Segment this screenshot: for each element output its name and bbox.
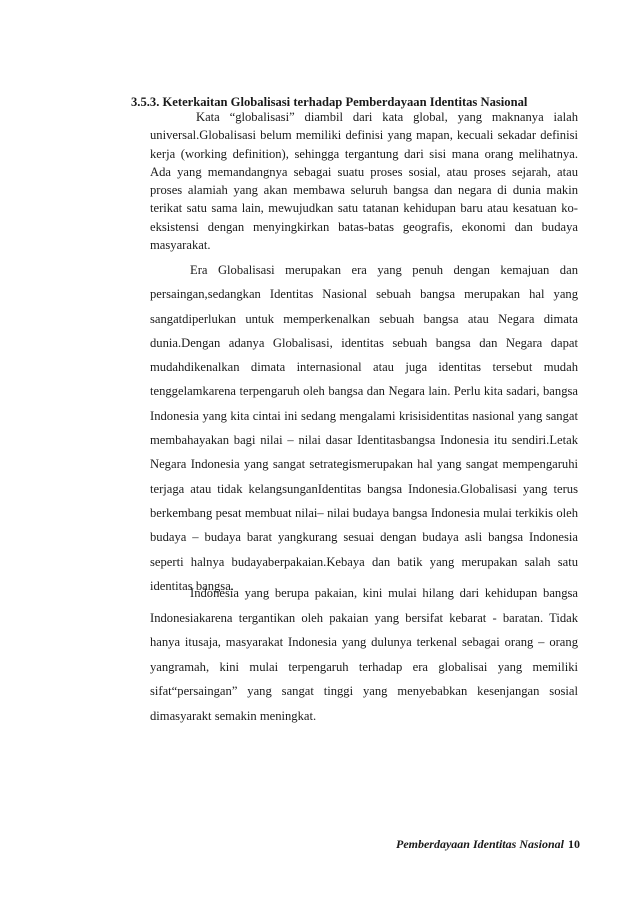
section-heading: 3.5.3. Keterkaitan Globalisasi terhadap Pemberdayaan Identitas Nasional bbox=[131, 95, 528, 109]
paragraph-globalisasi-definition bbox=[150, 108, 578, 254]
paragraph-pakaian-indonesia bbox=[150, 581, 578, 728]
paragraph-text: Kata “globalisasi” diambil dari kata global, yang maknanya ialah universal.Globalisasi belum memiliki definisi yang mapan, kecuali sekadar definisi kerja (working definition), sehingga tergantung dari sisi mana orang melihatnya. Ada yang memandangnya sebagai suatu proses sosial, atau proses sejarah, atau proses alamiah yang akan membawa seluruh bangsa dan negara di dunia makin terikat satu sama lain, mewujudkan satu tatanan kehidupan baru atau kesatuan ko-eksistensi dengan menyingkirkan batas-batas geografis, ekonomi dan budaya masyarakat. bbox=[150, 110, 578, 253]
paragraph-text: Era Globalisasi merupakan era yang penuh dengan kemajuan dan persaingan,sedangkan Identitas Nasional sebuah bangsa merupakan hal yang sangatdiperlukan untuk memperkenalkan sebuah bangsa atau Negara dimata dunia.Dengan adanya Globalisasi, identitas sebuah bangsa dan Negara dapat mudahdikenalkan dimata internasional atau juga identitas tersebut mudah tenggelamkarena terpengaruh oleh bangsa dan Negara lain. Perlu kita sadari, bangsa Indonesia yang kita cintai ini sedang mengalami krisisidentitas nasional yang sangat membahayakan bagi nilai – nilai dasar Identitasbangsa Indonesia itu sendiri.Letak Negara Indonesia yang sangat setrategismerupakan hal yang sangat mempengaruhi terjaga atau tidak kelangsunganIdentitas bangsa Indonesia.Globalisasi yang terus berkembang pesat membuat nilai– nilai budaya bangsa Indonesia mulai terkikis oleh budaya – budaya barat yangkurang sesuai dengan budaya asli bangsa Indonesia seperti halnya budayaberpakaian.Kebaya dan batik yang merupakan salah satu identitas bangsa. bbox=[150, 263, 578, 593]
page-number: 10 bbox=[568, 837, 580, 851]
paragraph-era-globalisasi bbox=[150, 258, 578, 598]
page-footer bbox=[300, 837, 580, 852]
paragraph-text: Indonesia yang berupa pakaian, kini mulai hilang dari kehidupan bangsa Indonesiakarena tergantikan oleh pakaian yang bersifat kebarat - baratan. Tidak hanya itusaja, masyarakat Indonesia yang dulunya terkenal sebagai orang – orang yangramah, kini mulai terpengaruh terhadap era globalisai yang memiliki sifat“persaingan” yang sangat tinggi yang menyebabkan kesenjangan sosial dimasyarakt semakin meningkat. bbox=[150, 586, 578, 723]
footer-title: Pemberdayaan Identitas Nasional bbox=[395, 837, 564, 851]
